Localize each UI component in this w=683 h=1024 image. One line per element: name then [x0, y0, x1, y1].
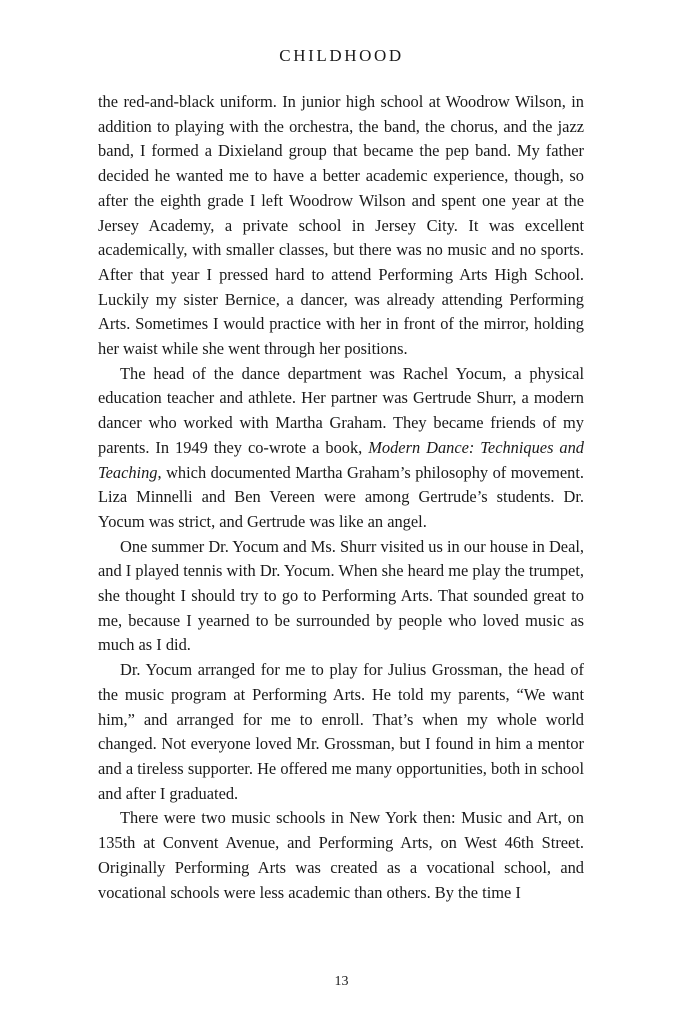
paragraph-5: There were two music schools in New York then: Music and Art, on 135th at Convent Avenue, and Performing Arts, on West 46th Street. Originally Performing Arts was created as a vocational school, and vocational schools were less academic than others. By the time I: [98, 808, 584, 902]
paragraph-4: Dr. Yocum arranged for me to play for Julius Grossman, the head of the music program at Performing Arts. He told my parents, “We want him,” and arranged for me to enroll. That’s when my whole world changed. Not everyone loved Mr. Grossman, but I found in him a mentor and a tireless supporter. He offered me many opportunities, both in school and after I graduated.: [98, 660, 584, 803]
paragraph-2-text-before-title: The head of the dance department was Rachel Yocum, a physical education teacher and athlete. Her partner was Gertrude Shurr, a modern dancer who worked with Martha Graham. They became friends of my parents. In 1949 they co-wrote a book,: [98, 363, 584, 457]
paragraph-2-text-after-title: , which documented Martha Graham’s philosophy of movement. Liza Minnelli and Ben Vereen were among Gertrude’s students. Dr. Yocum was strict, and Gertrude was like an angel.: [98, 462, 584, 531]
running-head: CHILDHOOD: [279, 46, 404, 65]
body-text: [98, 90, 584, 905]
book-title: Modern Dance: Techniques and Teaching: [98, 437, 585, 482]
paragraph-2: [98, 362, 584, 535]
page-number: 13: [334, 974, 349, 989]
paragraph-1: the red-and-black uniform. In junior high school at Woodrow Wilson, in addition to playing with the orchestra, the band, the chorus, and the jazz band, I formed a Dixieland group that became the pep band. My father decided he wanted me to have a better academic experience, though, so after the eighth grade I left Woodrow Wilson and spent one year at the Jersey Academy, a private school in Jersey City. It was excellent academically, with smaller classes, but there was no music and no sports. After that year I pressed hard to attend Performing Arts High School. Luckily my sister Bernice, a dancer, was already attending Performing Arts. Sometimes I would practice with her in front of the mirror, holding her waist while she went through her positions.: [98, 92, 584, 359]
paragraph-3: One summer Dr. Yocum and Ms. Shurr visited us in our house in Deal, and I played tennis with Dr. Yocum. When she heard me play the trumpet, she thought I should try to go to Performing Arts. That sounded great to me, because I yearned to be surrounded by people who loved music as much as I did.: [98, 536, 584, 655]
